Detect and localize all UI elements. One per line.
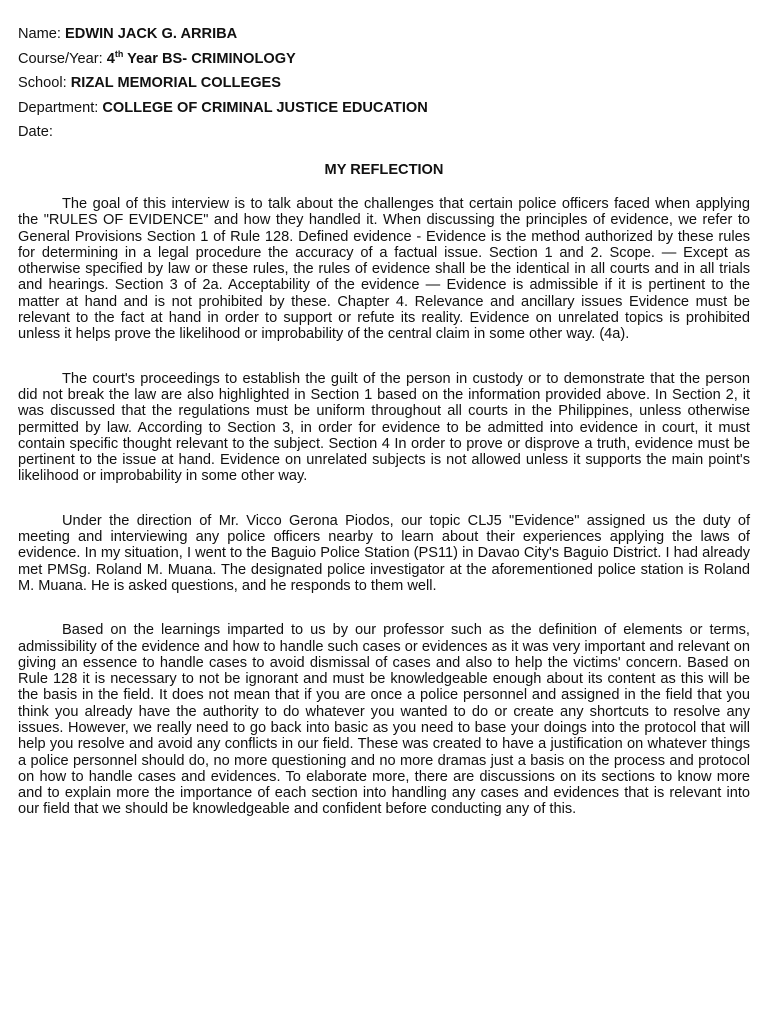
school-label: School: (18, 75, 67, 92)
school-line (18, 71, 750, 96)
department-value: COLLEGE OF CRIMINAL JUSTICE EDUCATION (102, 99, 428, 116)
paragraph-3: Under the direction of Mr. Vicco Gerona Piodos, our topic CLJ5 "Evidence" assigned us the duty of meeting and interviewing any police officers nearby to learn about their experiences applying the laws of evidence. In my situation, I went to the Baguio Police Station (PS11) in Davao City's Baguio District. I had already met PMSg. Roland M. Muana. The designated police investigator at the aforementioned police station is Roland M. Muana. He is asked questions, and he responds to them well. (18, 512, 750, 594)
date-label: Date: (18, 124, 53, 141)
course-name: Year BS- CRIMINOLOGY (127, 50, 296, 67)
course-year-suffix: th (114, 48, 124, 59)
name-line (18, 22, 750, 47)
paragraph-4: Based on the learnings imparted to us by our professor such as the definition of elements or terms, admissibility of the evidence and how to handle such cases or evidences as it was very important and relevant on giving an essence to handle cases to avoid dismissal of cases and also to help the victims' concern. Based on Rule 128 it is necessary to not be ignorant and must be knowledgeable enough about its content as this will be the basis in the field. It does not mean that if you are once a police personnel and assigned in the field that you think you already have the authority to do whatever you wanted to do or create any shortcuts to resolve any issues. However, we really need to go back into basic as you need to base your doings into the protocol that will help you resolve and avoid any conflicts in our field. These was created to have a justification on whatever things a police personnel should do, no more questioning and no more dramas just a basis on the process and protocol on how to handle cases and evidences. To elaborate more, there are discussions on its sections to know more and to explain more the importance of each section into handling any cases and evidences that is relevant into our field that we should be knowledgeable and confident before conducting any of this. (18, 622, 750, 818)
date-line (18, 120, 750, 145)
school-value: RIZAL MEMORIAL COLLEGES (70, 75, 282, 92)
name-value: EDWIN JACK G. ARRIBA (65, 26, 238, 42)
course-year-number: 4 (106, 50, 115, 67)
name-label: Name: (18, 26, 61, 42)
course-value (106, 48, 296, 67)
department-line (18, 96, 750, 121)
course-label: Course/Year: (18, 50, 103, 67)
course-line (18, 47, 750, 72)
document-title: MY REFLECTION (324, 161, 444, 178)
document-page (18, 22, 750, 818)
paragraph-2: The court's proceedings to establish the guilt of the person in custody or to demonstrate that the person did not break the law are also highlighted in Section 1 based on the information provided above. In Section 2, it was discussed that the regulations must be uniform throughout all courts in the Philippines, unless otherwise permitted by law. According to Section 3, in order for evidence to be admitted into evidence in court, it must contain specific thought relevant to the subject. Section 4 In order to prove or disprove a truth, evidence must be pertinent to the issue at hand. Evidence on unrelated subjects is not allowed unless it supports the main point's likelihood or improbability in some other way. (18, 370, 750, 485)
paragraph-1: The goal of this interview is to talk about the challenges that certain police officers faced when applying the "RULES OF EVIDENCE" and how they handled it. When discussing the principles of evidence, we refer to General Provisions Section 1 of Rule 128. Defined evidence - Evidence is the method authorized by these rules for determining in a legal procedure the accuracy of a factual issue. Section 1 and 2. Scope. — Except as otherwise specified by law or these rules, the rules of evidence shall be the identical in all courts and in all trials and hearings. Section 3 of 2a. Acceptability of the evidence — Evidence is admissible if it is pertinent to the matter at hand and is not prohibited by these. Chapter 4. Relevance and ancillary issues Evidence must be relevant to the fact at hand in order to support or refute its reality. Evidence on unrelated topics is prohibited unless it helps prove the likelihood or improbability of the central claim in some other way. (4a). (18, 195, 750, 343)
department-label: Department: (18, 99, 99, 116)
body-text (18, 196, 750, 818)
